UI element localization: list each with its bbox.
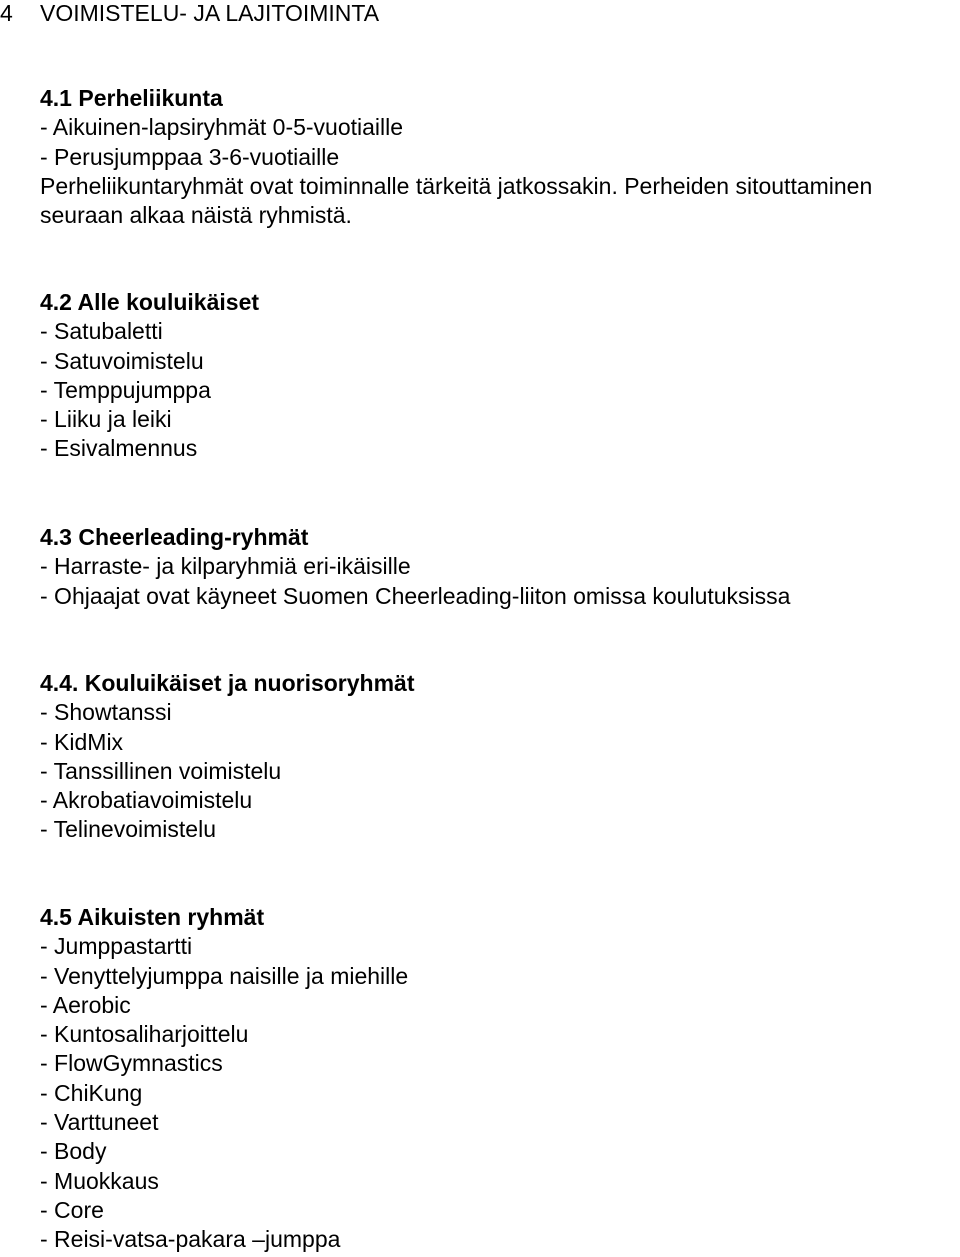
list-item: - Venyttelyjumppa naisille ja miehille [40,962,409,989]
list-item: - Aerobic [40,991,131,1018]
list-item: - Aikuinen-lapsiryhmät 0-5-vuotiaille [40,114,404,141]
section-aikuisten-ryhmat [40,903,960,1255]
chapter-number: 4 [0,0,13,26]
chapter-title: VOIMISTELU- JA LAJITOIMINTA [40,0,380,26]
paragraph-line: seuraan alkaa näistä ryhmistä. [40,202,352,229]
section-title: 4.3 Cheerleading-ryhmät [40,524,309,550]
list-item: - Satubaletti [40,318,163,345]
list-item: - Satuvoimistelu [40,347,204,374]
list-item: - Liiku ja leiki [40,406,172,433]
list-item: - Varttuneet [40,1109,159,1136]
section-perheliikunta [40,84,960,230]
list-item: - Core [40,1196,104,1223]
list-item: - Perusjumppaa 3-6-vuotiaille [40,143,340,170]
list-item: - Muokkaus [40,1167,159,1194]
list-item: - Telinevoimistelu [40,816,216,843]
section-alle-kouluikaiset [40,288,960,464]
section-title: 4.5 Aikuisten ryhmät [40,904,265,930]
list-item: - Reisi-vatsa-pakara –jumppa [40,1226,341,1253]
list-item: - Showtanssi [40,699,172,726]
list-item: - Harraste- ja kilparyhmiä eri-ikäisille [40,553,411,580]
section-title: 4.2 Alle kouluikäiset [40,289,260,315]
list-item: - Tanssillinen voimistelu [40,757,282,784]
paragraph-line: Perheliikuntaryhmät ovat toiminnalle tärkeitä jatkossakin. Perheiden sitouttaminen [40,172,873,199]
list-item: - Akrobatiavoimistelu [40,787,253,814]
list-item: - Kuntosaliharjoittelu [40,1021,249,1048]
list-item: - Jumppastartti [40,933,193,960]
list-item: - Ohjaajat ovat käyneet Suomen Cheerleading-liiton omissa koulutuksissa [40,582,791,609]
list-item: - Temppujumppa [40,376,211,403]
section-title: 4.1 Perheliikunta [40,85,223,111]
list-item: - Esivalmennus [40,435,198,462]
list-item: - FlowGymnastics [40,1050,223,1077]
list-item: - KidMix [40,728,124,755]
chapter-heading [0,0,379,27]
list-item: - Body [40,1138,107,1165]
section-cheerleading [40,523,960,611]
section-title: 4.4. Kouluikäiset ja nuorisoryhmät [40,670,415,696]
list-item: - ChiKung [40,1079,143,1106]
section-kouluikaiset [40,669,960,845]
